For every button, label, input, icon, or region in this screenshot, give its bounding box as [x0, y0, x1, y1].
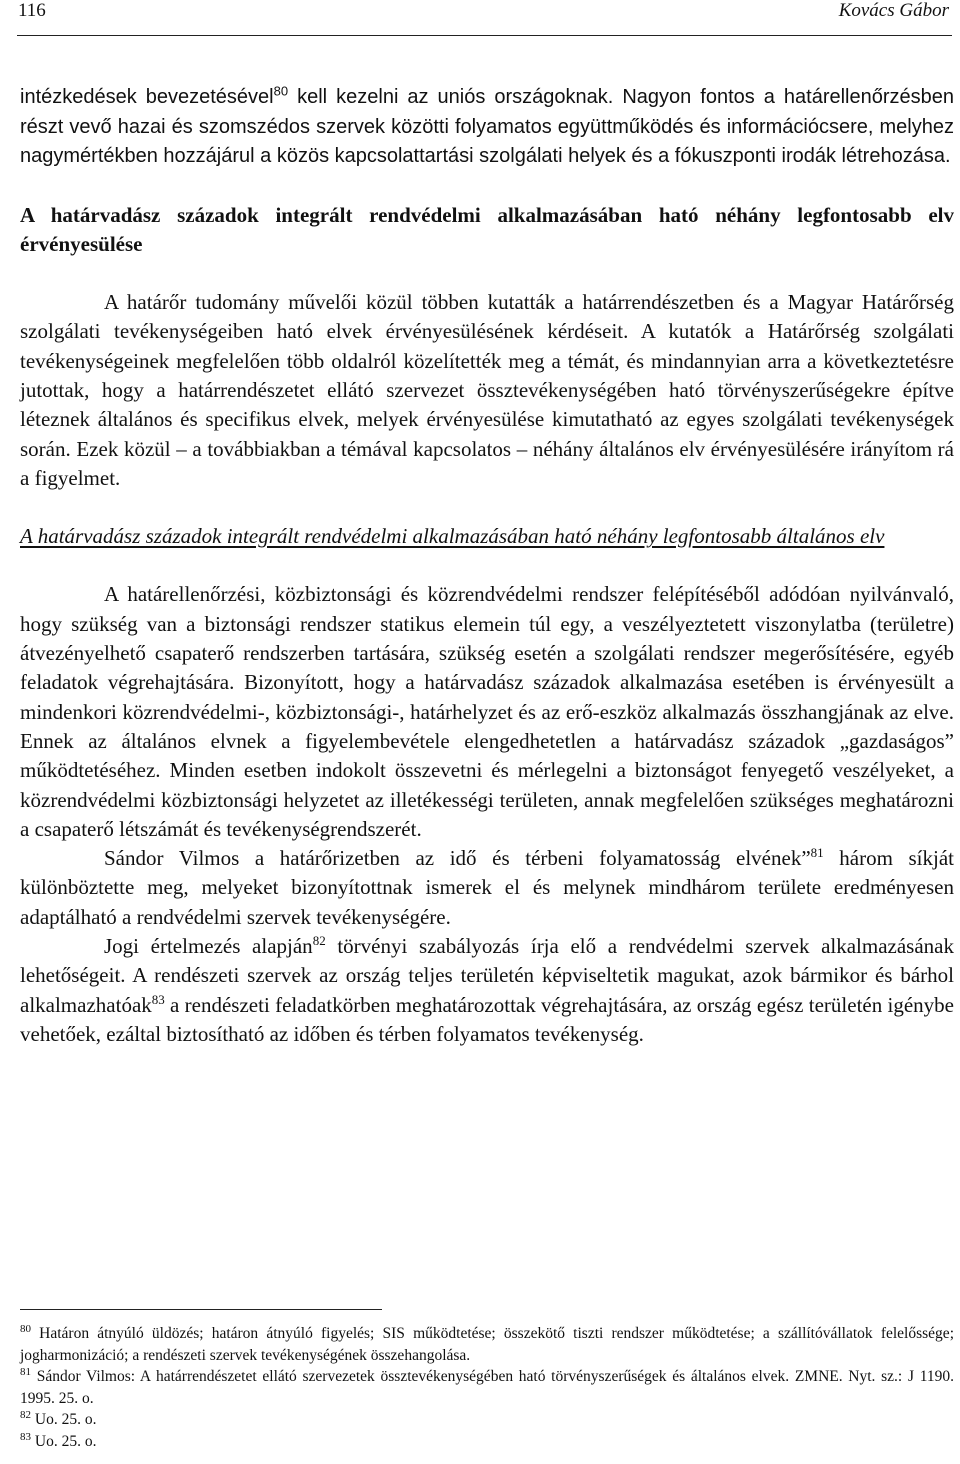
- paragraph-text: törvényi szabályozás írja elő a rendvédelmi szervek alkalmazásának lehetőségeit. A rendészeti szervek az ország teljes területén képviseltetik magukat, azok bármikor és bárhol alkalmazhatóak: [20, 934, 954, 1017]
- paragraph-text: három síkját különböztette meg, melyeket bizonyítottnak ismerek el és melynek mindhárom területe eredményesen adaptálható a rendvédelmi szervek tevékenységére.: [20, 846, 954, 929]
- footnote-number: 80: [20, 1322, 31, 1335]
- paragraph-text: Jogi értelmezés alapján: [104, 934, 313, 959]
- footnote-ref-82[interactable]: 82: [312, 933, 326, 949]
- header-rule: [17, 35, 952, 36]
- footnote-text: Határon átnyúló üldözés; határon átnyúló figyelés; SIS működtetése; összekötő tiszti rendszer működtetése; a szállítóvállatok felelőssége; jogharmonizáció; a rendészeti szervek tevékenységének összehangolása.: [20, 1325, 954, 1364]
- footnote-number: 82: [20, 1408, 31, 1421]
- paragraph: A határellenőrzési, közbiztonsági és közrendvédelmi rendszer felépítéséből adódóan nyilvánvaló, hogy szükség van a biztonsági rendszer statikus elemein túl egy, a veszélyeztetett viszonylatba (területre) átvezényelhető csapaterő rendszerben tartására, szükség esetén a szolgálati rendszer megerősítésére, egyéb feladatok végrehajtására. Bizonyított, hogy a határvadász századok alkalmazása esetében is érvényesült a mindenkori közrendvédelmi-, közbiztonsági-, határhelyzet és az erő-eszköz alkalmazás összhangjának az elve. Ennek az általános elvnek a figyelembevétele elengedhetetlen a határvadász századok „gazdaságos” működtetéséhez. Minden esetben indokolt összevetni és mérlegelni a biztonságot fenyegető veszélyeket, a közrendvédelmi közbiztonsági helyzetet az illetékességi területen, annak megfelelően szükséges meghatározni a csapaterő létszámát és tevékenységrendszerét.: [20, 582, 954, 841]
- paragraph: A határőr tudomány művelői közül többen kutatták a határrendészetben és a Magyar Határőrség szolgálati tevékenységeiben ható elvek érvényesülésének kérdéseit. A kutatók a Határőrség szolgálati tevékenységeinek megfelelően több oldalról közelítették meg a témát, és mindannyian arra a következtetésre jutottak, hogy a határrendészetet ellátó szervezet össztevékenységében ható törvényszerűségekre építve léteznek általános és specifikus elvek, melyek érvényesülése kimutatható az egyes szolgálati tevékenységek során. Ezek közül – a továbbiakban a témával kapcsolatos – néhány általános elv érvényesülésére irányítom rá a figyelmet.: [20, 290, 954, 490]
- paragraph: [20, 844, 954, 932]
- footnote-separator: [20, 1309, 382, 1310]
- paragraph-text: a rendészeti feladatkörben meghatározottak végrehajtására, az ország egész területén igénybe vehetőek, ezáltal biztosítható az időben és térben folyamatos tevékenység.: [20, 992, 954, 1046]
- footnote-text: Uo. 25. o.: [31, 1432, 97, 1450]
- footnotes: [20, 1323, 954, 1452]
- paragraph: [20, 83, 954, 172]
- paragraph-text: Sándor Vilmos a határőrizetben az idő és térbeni folyamatosság elvének”: [104, 846, 811, 871]
- paragraph-text: intézkedések bevezetésével: [20, 86, 274, 108]
- page-number: 116: [18, 0, 46, 21]
- paragraph: [20, 932, 954, 1049]
- paragraph-text: kell kezelni az uniós országoknak. Nagyon fontos a határellenőrzésben részt vevő hazai és szomszédos szervek közötti folyamatos együttműködés és információcsere, melyhez nagymértékben hozzájárul a közös kapcsolattartási szolgálati helyek és a fókuszponti irodák létrehozása.: [20, 86, 955, 167]
- footnote-ref-81[interactable]: 81: [810, 845, 824, 861]
- footnote: [20, 1431, 954, 1453]
- footnote-text: Uo. 25. o.: [31, 1411, 97, 1428]
- footnote-ref-83[interactable]: 83: [151, 991, 165, 1007]
- footnote-text: Sándor Vilmos: A határrendészetet ellátó szervezetek össztevékenységében ható törvényszerűségek és általános elvek. ZMNE. Nyt. sz.: J 1190. 1995. 25. o.: [20, 1368, 954, 1407]
- footnote-ref-80[interactable]: 80: [273, 83, 289, 99]
- footnote: [20, 1366, 954, 1409]
- running-author: Kovács Gábor: [838, 0, 949, 21]
- footnote-number: 83: [20, 1430, 31, 1443]
- subsection-heading: A határvadász századok integrált rendvédelmi alkalmazásában ható néhány legfontosabb általános elv: [20, 524, 885, 549]
- section-heading: A határvadász századok integrált rendvédelmi alkalmazásában ható néhány legfontosabb elv érvényesülése: [20, 202, 954, 256]
- footnote: [20, 1409, 954, 1431]
- footnote-number: 81: [20, 1365, 31, 1378]
- footnote: [20, 1323, 954, 1366]
- body-text: [20, 83, 954, 1049]
- running-header: [0, 0, 960, 40]
